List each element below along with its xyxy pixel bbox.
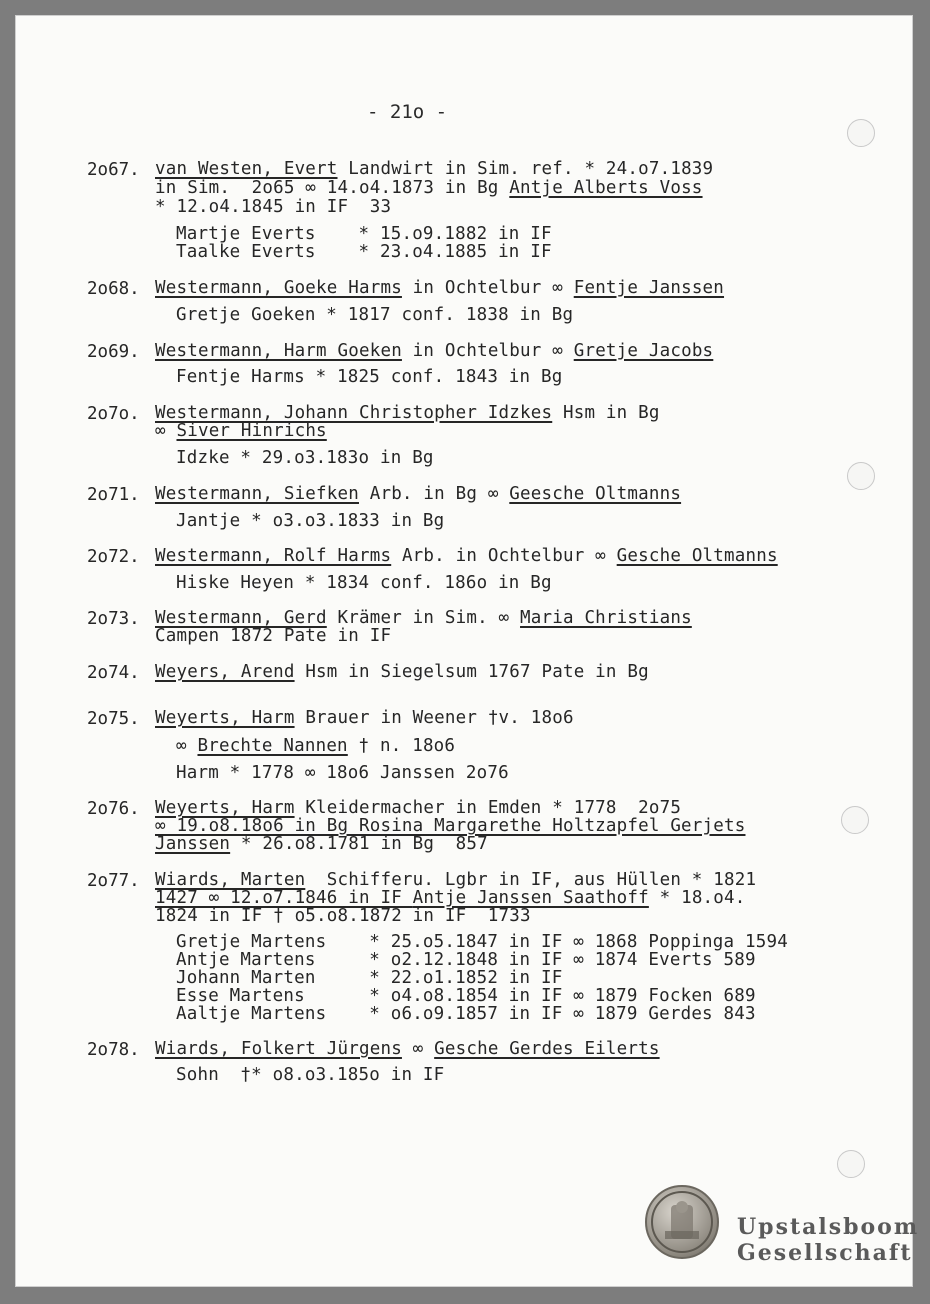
child-line: Antje Martens * o2.12.1848 in IF ∞ 1874 Everts 589: [176, 950, 756, 970]
entry-text: Brauer in Weener †v. 18o6: [294, 708, 574, 728]
child-line: Taalke Everts * 23.o4.1885 in IF: [176, 242, 552, 262]
entry-text: Hsm in Siegelsum 1767 Pate in Bg: [294, 662, 649, 682]
entry-text: Krämer in Sim. ∞: [326, 608, 521, 628]
underlined-name: Antje Janssen Saathoff: [412, 888, 649, 908]
child-line: Hiske Heyen * 1834 conf. 186o in Bg: [176, 573, 552, 593]
entry-line: [155, 160, 713, 179]
child-line: Martje Everts * 15.o9.1882 in IF: [176, 224, 552, 244]
society-name-line2: Gesellschaft: [737, 1240, 913, 1266]
entry-line: [155, 907, 531, 926]
entry-number: 2o74.: [87, 663, 140, 683]
entry-text: in Ochtelbur ∞: [401, 341, 574, 361]
entry-number: 2o77.: [87, 871, 140, 891]
entry-line: [155, 342, 713, 361]
child-line: Fentje Harms * 1825 conf. 1843 in Bg: [176, 367, 563, 387]
underlined-name: ∞ 19.o8.18o6 in Bg: [155, 816, 359, 836]
entry-text: Kleidermacher in Emden * 1778 2o75: [294, 798, 682, 818]
society-seal-logo: [645, 1185, 719, 1259]
underlined-name: Westermann, Rolf Harms: [155, 546, 392, 566]
underlined-name: Fentje Janssen: [573, 278, 725, 298]
entry-text: Campen 1872 Pate in IF: [155, 626, 392, 646]
entry-number: 2o73.: [87, 609, 140, 629]
entry-line: [155, 709, 574, 728]
entry-text: ∞: [155, 421, 177, 441]
entry-text: in Ochtelbur ∞: [401, 278, 574, 298]
child-line: Idzke * 29.o3.183o in Bg: [176, 448, 434, 468]
entry-line: [155, 485, 681, 504]
underlined-name: Siver Hinrichs: [176, 421, 327, 441]
entry-number: 2o76.: [87, 799, 140, 819]
child-line: Gretje Martens * 25.o5.1847 in IF ∞ 1868 Poppinga 1594: [176, 932, 788, 952]
underlined-name: Wiards, Folkert Jürgens: [155, 1039, 402, 1059]
underlined-name: Weyerts, Harm: [155, 708, 295, 728]
document-page: [15, 15, 913, 1287]
child-line: Jantje * o3.o3.1833 in Bg: [176, 511, 445, 531]
entry-line: [155, 179, 703, 198]
underlined-name: Brechte Nannen: [197, 736, 348, 756]
entry-text: ∞: [176, 736, 198, 756]
punch-hole-top: [847, 119, 875, 147]
child-line: Esse Martens * o4.o8.1854 in IF ∞ 1879 Focken 689: [176, 986, 756, 1006]
entry-line: [155, 835, 488, 854]
child-line: Harm * 1778 ∞ 18o6 Janssen 2o76: [176, 763, 509, 783]
underlined-name: Wiards, Marten: [155, 870, 306, 890]
page-number: - 21o -: [367, 101, 448, 123]
entry-number: 2o67.: [87, 160, 140, 180]
entry-number: 2o78.: [87, 1040, 140, 1060]
underlined-name: Geesche Oltmanns: [509, 484, 682, 504]
punch-hole-bottom: [837, 1150, 865, 1178]
underlined-name: Westermann, Harm Goeken: [155, 341, 402, 361]
entry-text: Arb. in Ochtelbur ∞: [391, 546, 617, 566]
underlined-name: Weyers, Arend: [155, 662, 295, 682]
entry-text: * 12.o4.1845 in IF 33: [155, 197, 392, 217]
entry-line: [155, 663, 649, 682]
underlined-name: van Westen, Evert: [155, 159, 338, 179]
child-line: Johann Marten * 22.o1.1852 in IF: [176, 968, 563, 988]
underlined-name: Westermann, Siefken: [155, 484, 359, 504]
entry-line: [155, 547, 778, 566]
entry-number: 2o68.: [87, 279, 140, 299]
underlined-name: Gretje Jacobs: [573, 341, 714, 361]
society-name-line1: Upstalsboom: [737, 1214, 920, 1240]
entry-text: * 26.o8.1781 in Bg 857: [230, 834, 488, 854]
entry-number: 2o72.: [87, 547, 140, 567]
entry-line: [155, 422, 327, 441]
entry-text: † n. 18o6: [347, 736, 456, 756]
underlined-name: Weyerts, Harm: [155, 798, 295, 818]
underlined-name: Maria Christians: [520, 608, 692, 628]
entry-text: Landwirt in Sim. ref. * 24.o7.1839: [337, 159, 714, 179]
child-line: [176, 737, 455, 756]
punch-hole-upper-mid: [847, 462, 875, 490]
underlined-name: Westermann, Gerd: [155, 608, 327, 628]
entry-text: in Sim. 2o65 ∞ 14.o4.1873 in Bg: [155, 178, 510, 198]
child-line: Aaltje Martens * o6.o9.1857 in IF ∞ 1879 Gerdes 843: [176, 1004, 756, 1024]
entry-number: 2o71.: [87, 485, 140, 505]
underlined-name: Rosina Margarethe Holtzapfel Gerjets: [358, 816, 746, 836]
entry-text: ∞: [401, 1039, 435, 1059]
entry-text: * 18.o4.: [648, 888, 746, 908]
entry-text: Hsm in Bg: [552, 403, 660, 423]
entry-number: 2o7o.: [87, 404, 140, 424]
underlined-name: Janssen: [155, 834, 231, 854]
child-line: Sohn †* o8.o3.185o in IF: [176, 1065, 445, 1085]
entry-text: Arb. in Bg ∞: [358, 484, 510, 504]
entry-text: 1824 in IF † o5.o8.1872 in IF 1733: [155, 906, 531, 926]
entry-line: [155, 279, 724, 298]
entry-text: Schifferu. Lgbr in IF, aus Hüllen * 1821: [305, 870, 757, 890]
punch-hole-lower-mid: [841, 806, 869, 834]
underlined-name: Westermann, Johann Christopher Idzkes: [155, 403, 553, 423]
child-line: Gretje Goeken * 1817 conf. 1838 in Bg: [176, 305, 574, 325]
underlined-name: Antje Alberts Voss: [509, 178, 703, 198]
underlined-name: Gesche Oltmanns: [616, 546, 778, 566]
entry-line: [155, 198, 391, 217]
underlined-name: Westermann, Goeke Harms: [155, 278, 402, 298]
underlined-name: 1427 ∞ 12.o7.1846 in IF: [155, 888, 413, 908]
entry-number: 2o75.: [87, 709, 140, 729]
entry-line: [155, 1040, 660, 1059]
entry-number: 2o69.: [87, 342, 140, 362]
underlined-name: Gesche Gerdes Eilerts: [434, 1039, 660, 1059]
entry-line: [155, 627, 391, 646]
